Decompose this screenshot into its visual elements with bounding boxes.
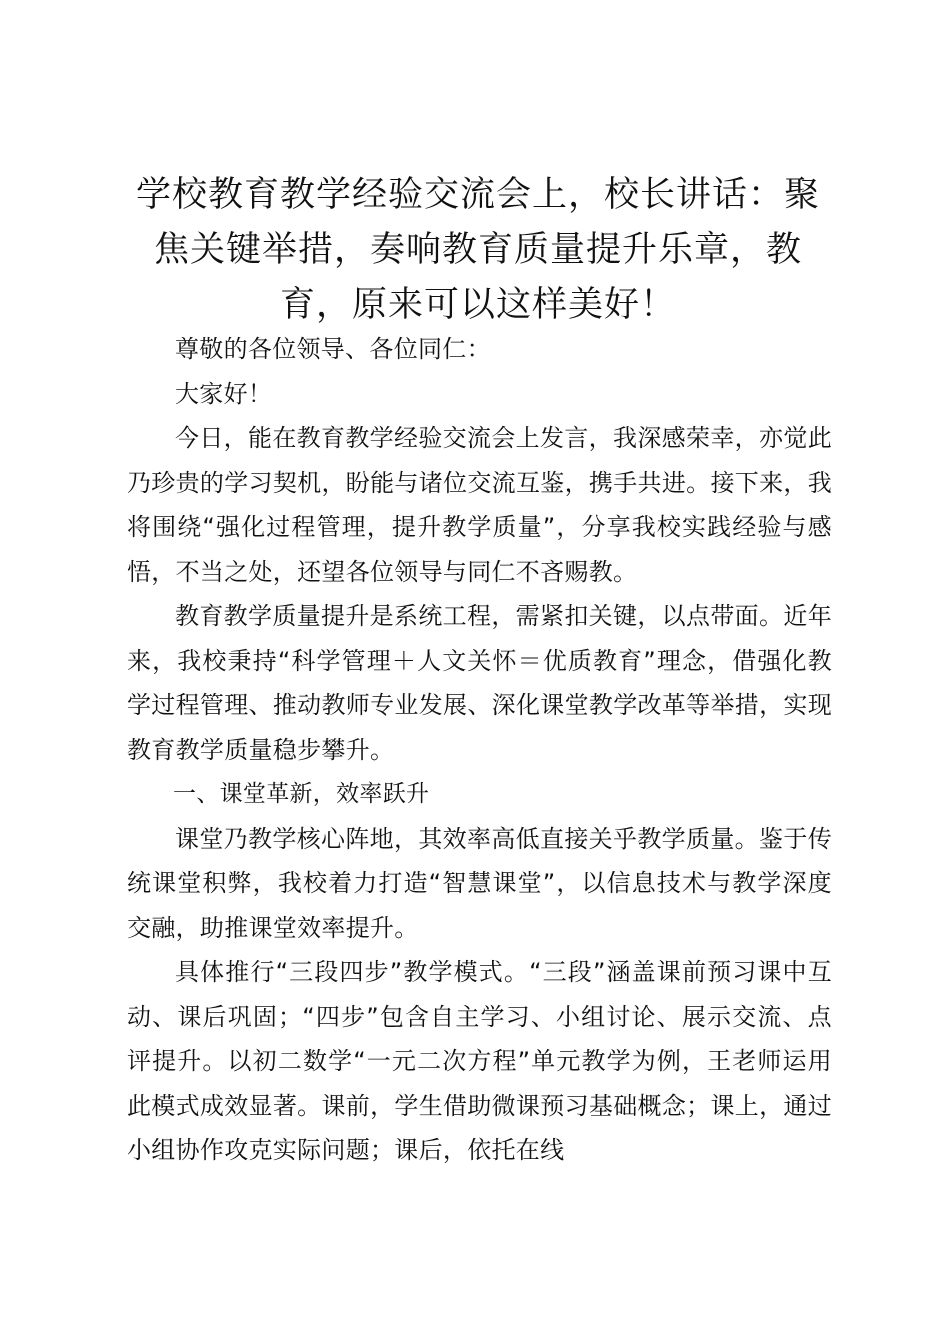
paragraph: 具体推行“三段四步”教学模式。“三段”涵盖课前预习课中互动、课后巩固；“四步”包含自主学习、小组讨论、展示交流、点评提升。以初二数学“一元二次方程”单元教学为例，王老师运用此模式成效显著。课前，学生借助微课预习基础概念；课上，通过小组协作攻克实际问题；课后，依托在线: [127, 958, 832, 1164]
paragraph: 今日，能在教育教学经验交流会上发言，我深感荣幸，亦觉此乃珍贵的学习契机，盼能与诸位交流互鉴，携手共进。接下来，我将围绕“强化过程管理，提升教学质量”，分享我校实践经验与感悟，不当之处，还望各位领导与同仁不吝赐教。: [127, 424, 832, 586]
document-body: [127, 327, 832, 1173]
paragraph: 课堂乃教学核心阵地，其效率高低直接关乎教学质量。鉴于传统课堂积弊，我校着力打造“智慧课堂”，以信息技术与教学深度交融，助推课堂效率提升。: [127, 824, 832, 942]
salutation: 大家好！: [175, 379, 273, 408]
paragraph: 教育教学质量提升是系统工程，需紧扣关键，以点带面。近年来，我校秉持“科学管理＋人文关怀＝优质教育”理念，借强化教学过程管理、推动教师专业发展、深化课堂教学改革等举措，实现教育教学质量稳步攀升。: [127, 602, 832, 764]
greeting: 尊敬的各位领导、各位同仁：: [175, 335, 491, 363]
section-heading: 一、课堂革新，效率跃升: [173, 781, 430, 807]
document-title: 学校教育教学经验交流会上，校长讲话：聚焦关键举措，奏响教育质量提升乐章，教育，原来可以这样美好！: [135, 175, 820, 325]
